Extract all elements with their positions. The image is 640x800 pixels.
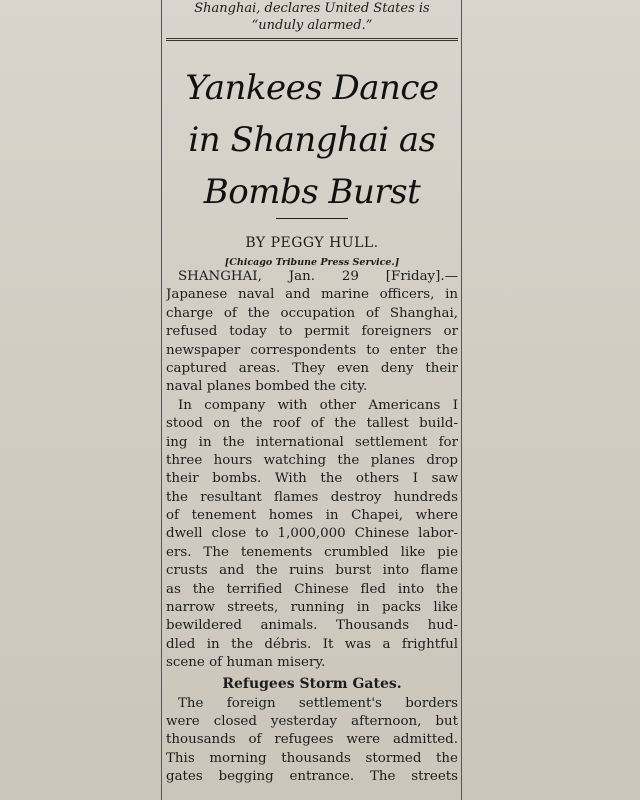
text-line: SHANGHAI, Jan. 29 [Friday].— — [178, 269, 458, 284]
column-rule-left — [161, 0, 162, 800]
text-line: ers. The tenements crumbled like pie — [166, 544, 458, 560]
text-line: their bombs. With the others I saw — [166, 471, 458, 487]
text-line: Japanese naval and marine officers, in — [166, 287, 458, 303]
middle-column — [166, 0, 458, 800]
text-line: crusts and the ruins burst into flame — [166, 563, 458, 579]
text-line: the resultant flames destroy hundreds — [166, 489, 458, 505]
text-line: three hours watching the planes drop — [166, 452, 458, 468]
text-line: were closed yesterday afternoon, but — [166, 713, 458, 729]
text-line: narrow streets, running in packs like — [166, 600, 458, 616]
text-line: ing in the international settlement for — [166, 434, 458, 450]
text-line: as the terrified Chinese fled into the — [166, 581, 458, 597]
text-line: captured areas. They even deny their — [166, 360, 458, 376]
text-line: thousands of refugees were admitted. — [166, 732, 458, 748]
press-service-credit: [Chicago Tribune Press Service.] — [224, 257, 400, 268]
headline-line-2: in Shanghai as — [188, 120, 436, 160]
text-line: The foreign settlement's borders — [178, 695, 458, 711]
text-line: newspaper correspondents to enter the — [166, 342, 458, 358]
text-line: of tenement homes in Chapei, where — [166, 508, 458, 524]
text-line: stood on the roof of the tallest build- — [166, 416, 458, 432]
top-double-rule — [166, 38, 458, 41]
text-line: scene of human misery. — [166, 655, 326, 671]
column-rule-right — [461, 0, 462, 800]
text-line: refused today to permit foreigners or — [166, 324, 458, 340]
headline-rule — [276, 218, 348, 219]
top-deck — [166, 0, 458, 34]
article-body — [166, 268, 458, 787]
headline-line-1: Yankees Dance — [185, 68, 439, 108]
headline — [166, 62, 458, 218]
text-line: naval planes bombed the city. — [166, 379, 368, 395]
text-line: bewildered animals. Thousands hud- — [166, 618, 458, 634]
headline-line-3: Bombs Burst — [203, 172, 421, 212]
text-line: This morning thousands stormed the — [166, 750, 458, 766]
top-deck-line-1: Shanghai, declares United States is — [194, 1, 430, 16]
text-line: charge of the occupation of Shanghai, — [166, 305, 458, 321]
top-deck-line-2: “unduly alarmed.” — [251, 18, 373, 33]
text-line: dled in the débris. It was a frightful — [166, 636, 458, 652]
subhead: Refugees Storm Gates. — [222, 675, 402, 692]
text-line: In company with other Americans I — [178, 397, 458, 413]
text-line: gates begging entrance. The streets — [166, 769, 458, 785]
byline: BY PEGGY HULL. — [245, 235, 379, 251]
text-line: dwell close to 1,000,000 Chinese labor- — [166, 526, 458, 542]
